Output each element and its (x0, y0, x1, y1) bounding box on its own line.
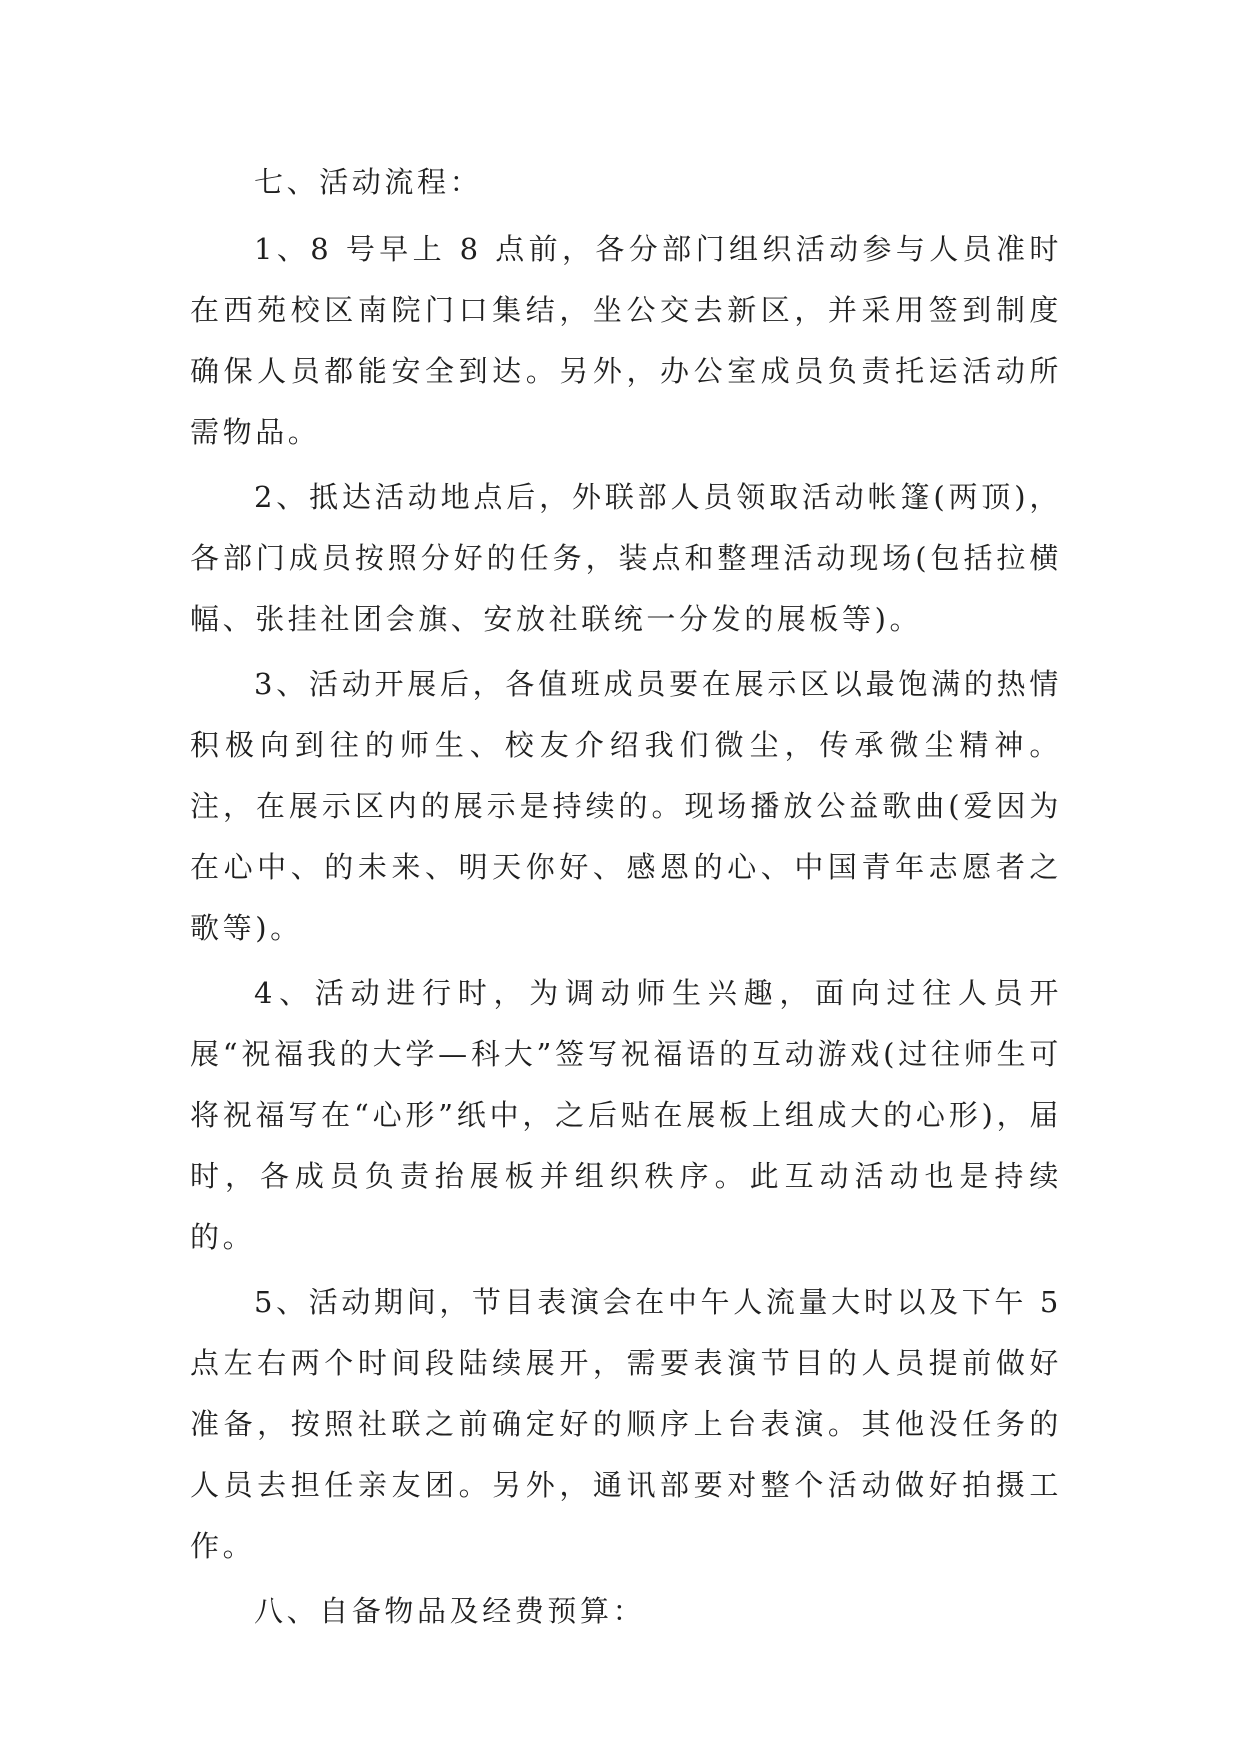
section-8-heading: 八、自备物品及经费预算： (254, 1594, 646, 1628)
section-7-item-3: 3、活动开展后，各值班成员要在展示区以最饱满的热情积极向到往的师生、校友介绍我们微尘，传承微尘精神。注，在展示区内的展示是持续的。现场播放公益歌曲(爱因为在心中、的未来、明天你好、感恩的心、中国青年志愿者之歌等)。 (190, 667, 1062, 945)
section-7-item-2: 2、抵达活动地点后，外联部人员领取活动帐篷(两顶)，各部门成员按照分好的任务，装点和整理活动现场(包括拉横幅、张挂社团会旗、安放社联统一分发的展板等)。 (190, 480, 1062, 636)
section-7-heading: 七、活动流程： (254, 165, 483, 199)
document-page (190, 152, 1062, 1648)
section-7-item-1: 1、8 号早上 8 点前，各分部门组织活动参与人员准时在西苑校区南院门口集结，坐公交去新区，并采用签到制度确保人员都能安全到达。另外，办公室成员负责托运活动所需物品。 (190, 232, 1062, 449)
section-7-item-4: 4、活动进行时，为调动师生兴趣，面向过往人员开展“祝福我的大学—科大”签写祝福语的互动游戏(过往师生可将祝福写在“心形”纸中，之后贴在展板上组成大的心形)，届时，各成员负责抬展板并组织秩序。此互动活动也是持续的。 (190, 976, 1062, 1254)
section-7-item-5: 5、活动期间，节目表演会在中午人流量大时以及下午 5点左右两个时间段陆续展开，需要表演节目的人员提前做好准备，按照社联之前确定好的顺序上台表演。其他没任务的人员去担任亲友团。另外，通讯部要对整个活动做好拍摄工作。 (190, 1285, 1062, 1563)
